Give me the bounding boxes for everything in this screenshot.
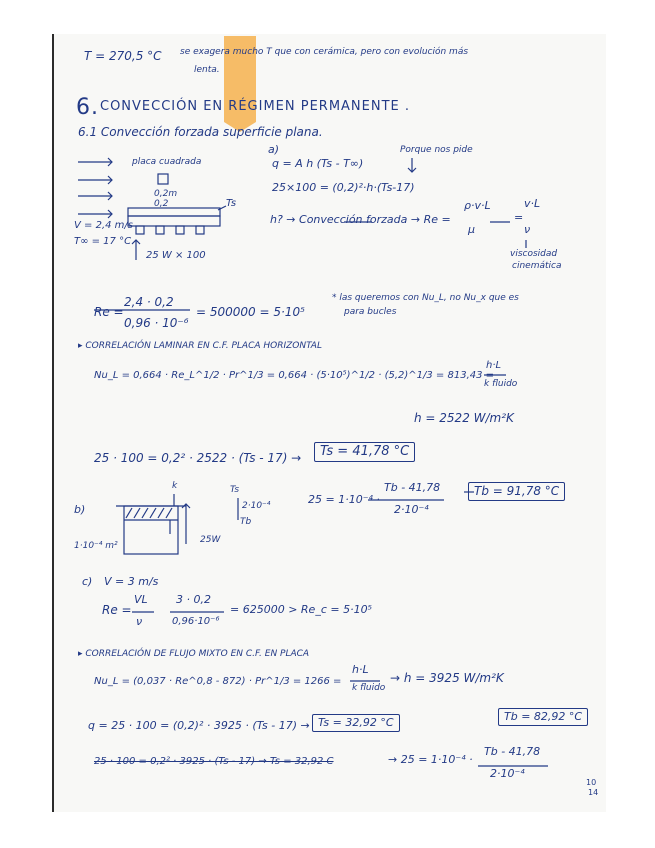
tb-label: Tb — [240, 517, 252, 527]
vl-denominator: ν — [524, 223, 531, 236]
mixed-h-result: → h = 3925 W/m²K — [390, 671, 504, 685]
re-note: * las queremos con Nu_L, no Nu_x que es — [332, 293, 519, 303]
ts-b-label: Ts — [230, 485, 240, 495]
calc-c-num: 3 · 0,2 — [176, 593, 211, 606]
tb-result-box: Tb = 91,78 °C — [468, 482, 565, 501]
k-label: k — [172, 481, 178, 491]
re-c-den: ν — [136, 615, 143, 628]
q-equation: q = A h (Ts - T∞) — [272, 157, 364, 170]
page-number-2: 14 — [588, 788, 599, 797]
final-lhs: → 25 = 1·10⁻⁴ · — [388, 753, 473, 766]
h-result: h = 2522 W/m²K — [414, 411, 514, 425]
section-number: 6. — [76, 95, 99, 120]
mixed-equation: Nu_L = (0,037 · Re^0,8 - 872) · Pr^1/3 = 1266 = — [94, 676, 342, 687]
mixed-q-eq: q = 25 · 100 = (0,2)² · 3925 · (Ts - 17) → — [88, 719, 310, 732]
ts-label: Ts — [226, 198, 237, 209]
re-c-result: = 625000 > Re_c = 5·10⁵ — [230, 603, 372, 616]
notebook-page — [52, 34, 606, 812]
laminar-frac-den: k fluido — [484, 379, 518, 389]
dist-label: 2·10⁻⁴ — [242, 501, 271, 511]
temperature-line: T = 270,5 °C — [84, 49, 162, 63]
ts-result-box: Ts = 41,78 °C — [314, 442, 415, 462]
area-label: 1·10⁻⁴ m² — [74, 541, 118, 551]
viscosity-note-2: cinemática — [512, 261, 562, 271]
equals-sign: = — [514, 211, 524, 224]
subsection-title: 6.1 Convección forzada superficie plana. — [78, 125, 323, 139]
top-note-2: lenta. — [194, 65, 220, 75]
power-label: 25 W × 100 — [146, 250, 206, 261]
plate-dim-1: 0,2m — [154, 189, 178, 199]
ts-equation: 25 · 100 = 0,2² · 2522 · (Ts - 17) → — [94, 451, 302, 465]
final-num: Tb - 41,78 — [484, 745, 541, 758]
b-eq-lhs: 25 = 1·10⁻⁴ · — [308, 493, 380, 506]
mixed-frac-den: k fluido — [352, 683, 386, 693]
re-c-num: VL — [134, 593, 148, 606]
page-number: 10 — [586, 778, 597, 787]
mixed-heading: ▸ CORRELACIÓN DE FLUJO MIXTO EN C.F. EN PLACA — [78, 649, 310, 659]
re-calc-num: 2,4 · 0,2 — [124, 295, 174, 309]
re-numerator: ρ·v·L — [464, 199, 491, 212]
re-denominator: μ — [468, 223, 475, 236]
power-b-label: 25W — [200, 535, 221, 545]
laminar-equation: Nu_L = 0,664 · Re_L^1/2 · Pr^1/3 = 0,664 · (5·10⁵)^1/2 · (5,2)^1/3 = 813,43 = — [94, 370, 495, 381]
laminar-heading: ▸ CORRELACIÓN LAMINAR EN C.F. PLACA HORIZONTAL — [78, 341, 322, 351]
re-result: = 500000 = 5·10⁵ — [196, 305, 305, 319]
mixed-frac-num: h·L — [352, 663, 369, 676]
hint-note: Porque nos pide — [400, 145, 473, 155]
balance-equation: 25×100 = (0,2)²·h·(Ts-17) — [272, 181, 415, 194]
part-c-label: c) — [82, 575, 93, 588]
top-note: se exagera mucho T que con cerámica, pero con evolución más — [180, 47, 469, 57]
velocity-c: V = 3 m/s — [104, 575, 159, 588]
plate-dim-2: 0,2 — [154, 199, 169, 209]
re-note-2: para bucles — [344, 307, 397, 317]
b-eq-den: 2·10⁻⁴ — [394, 503, 429, 516]
part-b-label: b) — [74, 503, 86, 516]
mixed-tb-box: Tb = 82,92 °C — [498, 708, 588, 726]
re-question: h? → Convección forzada → Re = — [270, 213, 451, 226]
viscosity-note: viscosidad — [510, 249, 558, 259]
section-title: CONVECCIÓN EN RÉGIMEN PERMANENTE . — [100, 99, 411, 114]
velocity-label: V = 2,4 m/s — [74, 220, 133, 231]
struck-equation: 25 · 100 = 0,2² · 3925 · (Ts - 17) → Ts = 32,92 C — [94, 756, 334, 767]
plate-label: placa cuadrada — [132, 157, 202, 167]
b-eq-num: Tb - 41,78 — [384, 481, 441, 494]
vl-numerator: v·L — [524, 197, 541, 210]
re-c-lhs: Re = — [102, 603, 132, 617]
part-a-label: a) — [268, 143, 280, 156]
mixed-ts-box: Ts = 32,92 °C — [312, 714, 400, 732]
re-lhs: Re = — [94, 305, 124, 319]
re-calc-den: 0,96 · 10⁻⁶ — [124, 316, 189, 330]
part-c-fraction-lines — [54, 34, 606, 812]
laminar-frac-num: h·L — [486, 360, 502, 371]
calc-c-den: 0,96·10⁻⁶ — [172, 616, 220, 627]
tinf-label: T∞ = 17 °C — [74, 236, 132, 247]
final-den: 2·10⁻⁴ — [490, 767, 525, 780]
